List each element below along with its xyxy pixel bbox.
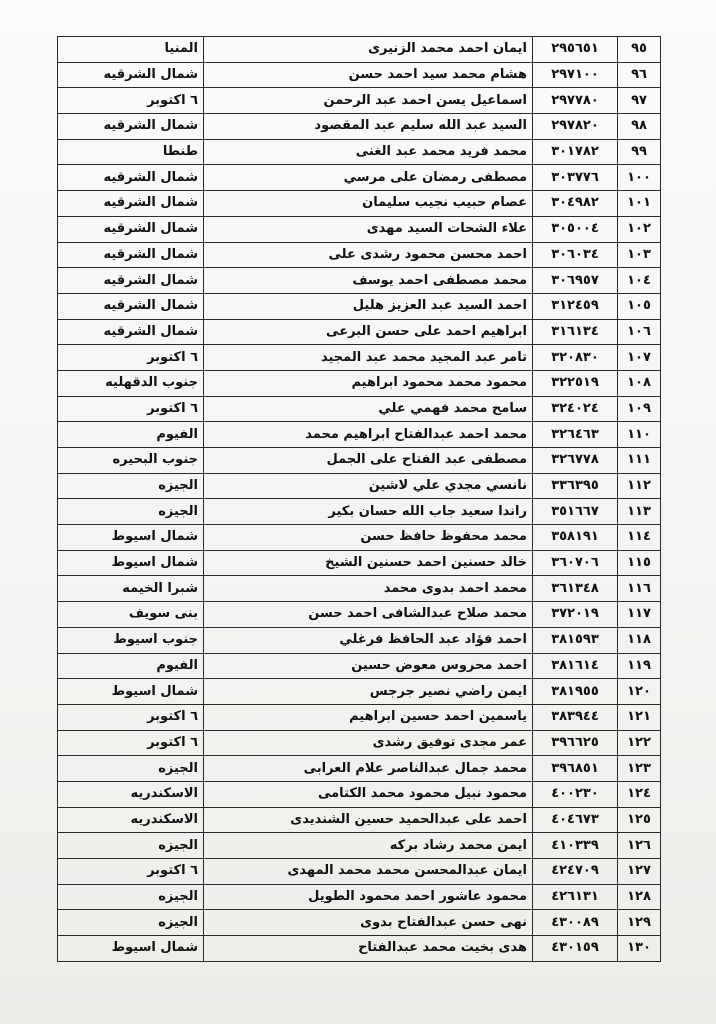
table-row — [58, 422, 661, 448]
table-row — [58, 139, 661, 165]
table-row — [58, 242, 661, 268]
row-id-number: ٤٣٠٠٨٩ — [533, 910, 618, 936]
row-governorate: ٦ اكتوبر — [58, 396, 204, 422]
row-name: هدى بخيت محمد عبدالفتاح — [204, 936, 533, 962]
row-number: ١٠٦ — [618, 319, 661, 345]
row-id-number: ٣٨١٦١٤ — [533, 653, 618, 679]
table-row — [58, 114, 661, 140]
row-id-number: ٣٩٦٨٥١ — [533, 756, 618, 782]
row-governorate: بنى سويف — [58, 602, 204, 628]
row-number: ١١٤ — [618, 525, 661, 551]
table-row — [58, 550, 661, 576]
row-number: ١٠١ — [618, 191, 661, 217]
row-name: احمد على عبدالحميد حسين الشنديدى — [204, 807, 533, 833]
row-number: ١٢١ — [618, 704, 661, 730]
row-number: ١٠٠ — [618, 165, 661, 191]
table-row — [58, 396, 661, 422]
row-id-number: ٣٢٠٨٣٠ — [533, 345, 618, 371]
row-name: محمد جمال عبدالناصر علام العرابى — [204, 756, 533, 782]
table-row — [58, 936, 661, 962]
row-number: ١٢٩ — [618, 910, 661, 936]
row-id-number: ٣٨٣٩٤٤ — [533, 704, 618, 730]
row-id-number: ٤٠٠٢٣٠ — [533, 781, 618, 807]
table-row — [58, 499, 661, 525]
table-row — [58, 370, 661, 396]
row-name: محمود محمد محمود ابراهيم — [204, 370, 533, 396]
row-governorate: الفيوم — [58, 422, 204, 448]
row-id-number: ٤٢٦١٣١ — [533, 884, 618, 910]
row-governorate: ٦ اكتوبر — [58, 859, 204, 885]
table-row — [58, 216, 661, 242]
row-name: اسماعيل يسن احمد عبد الرحمن — [204, 88, 533, 114]
table-row — [58, 473, 661, 499]
row-number: ١٢٦ — [618, 833, 661, 859]
row-number: ٩٨ — [618, 114, 661, 140]
row-number: ١٢٧ — [618, 859, 661, 885]
table-row — [58, 268, 661, 294]
row-number: ١١٢ — [618, 473, 661, 499]
table-row — [58, 319, 661, 345]
row-name: احمد محسن محمود رشدى على — [204, 242, 533, 268]
row-governorate: شمال اسيوط — [58, 525, 204, 551]
row-id-number: ٢٩٧٨٢٠ — [533, 114, 618, 140]
row-number: ٩٧ — [618, 88, 661, 114]
table-row — [58, 37, 661, 63]
row-number: ١٠٩ — [618, 396, 661, 422]
row-number: ١١٣ — [618, 499, 661, 525]
row-number: ١٠٣ — [618, 242, 661, 268]
row-name: محمود عاشور احمد محمود الطويل — [204, 884, 533, 910]
row-name: محمد صلاح عبدالشافى احمد حسن — [204, 602, 533, 628]
table-row — [58, 345, 661, 371]
row-id-number: ٤٠٤٦٧٣ — [533, 807, 618, 833]
table-row — [58, 910, 661, 936]
row-number: ١١١ — [618, 448, 661, 474]
row-name: احمد فؤاد عبد الحافظ فرغلي — [204, 627, 533, 653]
row-id-number: ٤٣٠١٥٩ — [533, 936, 618, 962]
table-row — [58, 679, 661, 705]
row-number: ١١٠ — [618, 422, 661, 448]
row-governorate: ٦ اكتوبر — [58, 704, 204, 730]
row-governorate: الجيزه — [58, 833, 204, 859]
row-name: احمد السيد عبد العزيز هليل — [204, 293, 533, 319]
row-id-number: ٢٩٥٦٥١ — [533, 37, 618, 63]
row-governorate: طنطا — [58, 139, 204, 165]
row-id-number: ٣٠٥٠٠٤ — [533, 216, 618, 242]
row-governorate: جنوب اسيوط — [58, 627, 204, 653]
row-number: ١٢٣ — [618, 756, 661, 782]
row-governorate: شمال الشرقيه — [58, 114, 204, 140]
row-number: ١٢٢ — [618, 730, 661, 756]
table-row — [58, 448, 661, 474]
row-governorate: شمال الشرقيه — [58, 165, 204, 191]
row-governorate: شمال اسيوط — [58, 679, 204, 705]
row-number: ١٠٧ — [618, 345, 661, 371]
row-name: السيد عبد الله سليم عبد المقصود — [204, 114, 533, 140]
row-id-number: ٤١٠٣٣٩ — [533, 833, 618, 859]
row-name: تامر عبد المجيد محمد عبد المجيد — [204, 345, 533, 371]
row-number: ١١٧ — [618, 602, 661, 628]
table-row — [58, 781, 661, 807]
row-number: ٩٩ — [618, 139, 661, 165]
row-name: محمد احمد عبدالفتاح ابراهيم محمد — [204, 422, 533, 448]
row-governorate: جنوب البحيره — [58, 448, 204, 474]
row-name: عمر مجدى توفيق رشدى — [204, 730, 533, 756]
row-name: مصطفى رمضان على مرسي — [204, 165, 533, 191]
row-number: ١٢٤ — [618, 781, 661, 807]
row-governorate: ٦ اكتوبر — [58, 730, 204, 756]
row-id-number: ٣٥٨١٩١ — [533, 525, 618, 551]
row-governorate: الاسكندريه — [58, 781, 204, 807]
row-name: محمد احمد بدوى محمد — [204, 576, 533, 602]
table-row — [58, 627, 661, 653]
row-governorate: شمال الشرقيه — [58, 62, 204, 88]
row-name: احمد محروس معوض حسين — [204, 653, 533, 679]
row-governorate: شمال الشرقيه — [58, 268, 204, 294]
row-number: ١٠٢ — [618, 216, 661, 242]
row-id-number: ٣٠١٧٨٢ — [533, 139, 618, 165]
row-governorate: الجيزه — [58, 499, 204, 525]
table-row — [58, 884, 661, 910]
row-governorate: شبرا الخيمه — [58, 576, 204, 602]
row-id-number: ٣٦١٣٤٨ — [533, 576, 618, 602]
row-governorate: ٦ اكتوبر — [58, 345, 204, 371]
candidates-table — [57, 36, 661, 962]
row-governorate: الجيزه — [58, 884, 204, 910]
row-name: ايمان عبدالمحسن محمد محمد المهدى — [204, 859, 533, 885]
table-row — [58, 165, 661, 191]
row-governorate: شمال الشرقيه — [58, 216, 204, 242]
row-name: ايمان احمد محمد الزنيرى — [204, 37, 533, 63]
row-name: محمود نبيل محمود محمد الكتامى — [204, 781, 533, 807]
table-row — [58, 859, 661, 885]
row-governorate: شمال الشرقيه — [58, 191, 204, 217]
table-row — [58, 602, 661, 628]
row-name: نهى حسن عبدالفتاح بدوى — [204, 910, 533, 936]
row-name: ايمن محمد رشاد بركه — [204, 833, 533, 859]
row-id-number: ٢٩٧١٠٠ — [533, 62, 618, 88]
row-governorate: شمال اسيوط — [58, 936, 204, 962]
table-body — [58, 37, 661, 962]
row-name: عصام حبيب نجيب سليمان — [204, 191, 533, 217]
row-name: هشام محمد سيد احمد حسن — [204, 62, 533, 88]
row-governorate: شمال الشرقيه — [58, 242, 204, 268]
table-row — [58, 62, 661, 88]
row-id-number: ٣٢٢٥١٩ — [533, 370, 618, 396]
row-name: محمد فريد محمد عبد الغنى — [204, 139, 533, 165]
row-name: مصطفى عبد الفتاح على الجمل — [204, 448, 533, 474]
row-governorate: المنيا — [58, 37, 204, 63]
row-name: نانسي مجدي علي لاشين — [204, 473, 533, 499]
table-row — [58, 191, 661, 217]
row-governorate: شمال اسيوط — [58, 550, 204, 576]
table-row — [58, 88, 661, 114]
row-governorate: الجيزه — [58, 910, 204, 936]
row-number: ١٠٥ — [618, 293, 661, 319]
row-id-number: ٣٦٠٧٠٦ — [533, 550, 618, 576]
row-number: ١٣٠ — [618, 936, 661, 962]
row-name: محمد مصطفى احمد يوسف — [204, 268, 533, 294]
row-id-number: ٣٨١٩٥٥ — [533, 679, 618, 705]
row-number: ١١٦ — [618, 576, 661, 602]
row-id-number: ٣٠٣٧٧٦ — [533, 165, 618, 191]
row-id-number: ٣٩٦٦٢٥ — [533, 730, 618, 756]
row-name: ايمن راضي نصير جرجس — [204, 679, 533, 705]
table-row — [58, 293, 661, 319]
row-name: محمد محفوظ حافظ حسن — [204, 525, 533, 551]
row-number: ١٢٨ — [618, 884, 661, 910]
row-governorate: الجيزه — [58, 473, 204, 499]
row-governorate: شمال الشرقيه — [58, 293, 204, 319]
row-governorate: الفيوم — [58, 653, 204, 679]
row-id-number: ٣١٢٤٥٩ — [533, 293, 618, 319]
row-id-number: ٣٠٦٠٣٤ — [533, 242, 618, 268]
row-id-number: ٣٢٦٤٦٣ — [533, 422, 618, 448]
row-number: ١٠٨ — [618, 370, 661, 396]
table-row — [58, 704, 661, 730]
table-row — [58, 756, 661, 782]
table-row — [58, 833, 661, 859]
row-governorate: الاسكندريه — [58, 807, 204, 833]
table-row — [58, 653, 661, 679]
row-governorate: شمال الشرقيه — [58, 319, 204, 345]
row-name: علاء الشحات السيد مهدى — [204, 216, 533, 242]
row-number: ١٢٠ — [618, 679, 661, 705]
row-id-number: ٣١٦١٣٤ — [533, 319, 618, 345]
row-id-number: ٣٥١٦٦٧ — [533, 499, 618, 525]
row-number: ٩٥ — [618, 37, 661, 63]
row-name: سامح محمد فهمي علي — [204, 396, 533, 422]
table-row — [58, 730, 661, 756]
row-number: ١١٩ — [618, 653, 661, 679]
row-id-number: ٢٩٧٧٨٠ — [533, 88, 618, 114]
row-governorate: الجيزه — [58, 756, 204, 782]
row-name: ياسمين احمد حسين ابراهيم — [204, 704, 533, 730]
row-governorate: ٦ اكتوبر — [58, 88, 204, 114]
row-id-number: ٣٠٤٩٨٢ — [533, 191, 618, 217]
row-id-number: ٣٠٦٩٥٧ — [533, 268, 618, 294]
row-id-number: ٣٨١٥٩٣ — [533, 627, 618, 653]
row-number: ٩٦ — [618, 62, 661, 88]
table-row — [58, 576, 661, 602]
row-id-number: ٣٧٢٠١٩ — [533, 602, 618, 628]
row-id-number: ٣٢٦٧٧٨ — [533, 448, 618, 474]
row-governorate: جنوب الدقهليه — [58, 370, 204, 396]
table-row — [58, 807, 661, 833]
row-id-number: ٤٢٤٧٠٩ — [533, 859, 618, 885]
row-number: ١١٨ — [618, 627, 661, 653]
row-name: راندا سعيد جاب الله حسان بكير — [204, 499, 533, 525]
row-name: ابراهيم احمد على حسن البرعى — [204, 319, 533, 345]
row-name: خالد حسنين احمد حسنين الشيخ — [204, 550, 533, 576]
row-id-number: ٣٢٤٠٢٤ — [533, 396, 618, 422]
row-number: ١٠٤ — [618, 268, 661, 294]
row-number: ١١٥ — [618, 550, 661, 576]
row-number: ١٢٥ — [618, 807, 661, 833]
table-row — [58, 525, 661, 551]
row-id-number: ٣٣٦٣٩٥ — [533, 473, 618, 499]
